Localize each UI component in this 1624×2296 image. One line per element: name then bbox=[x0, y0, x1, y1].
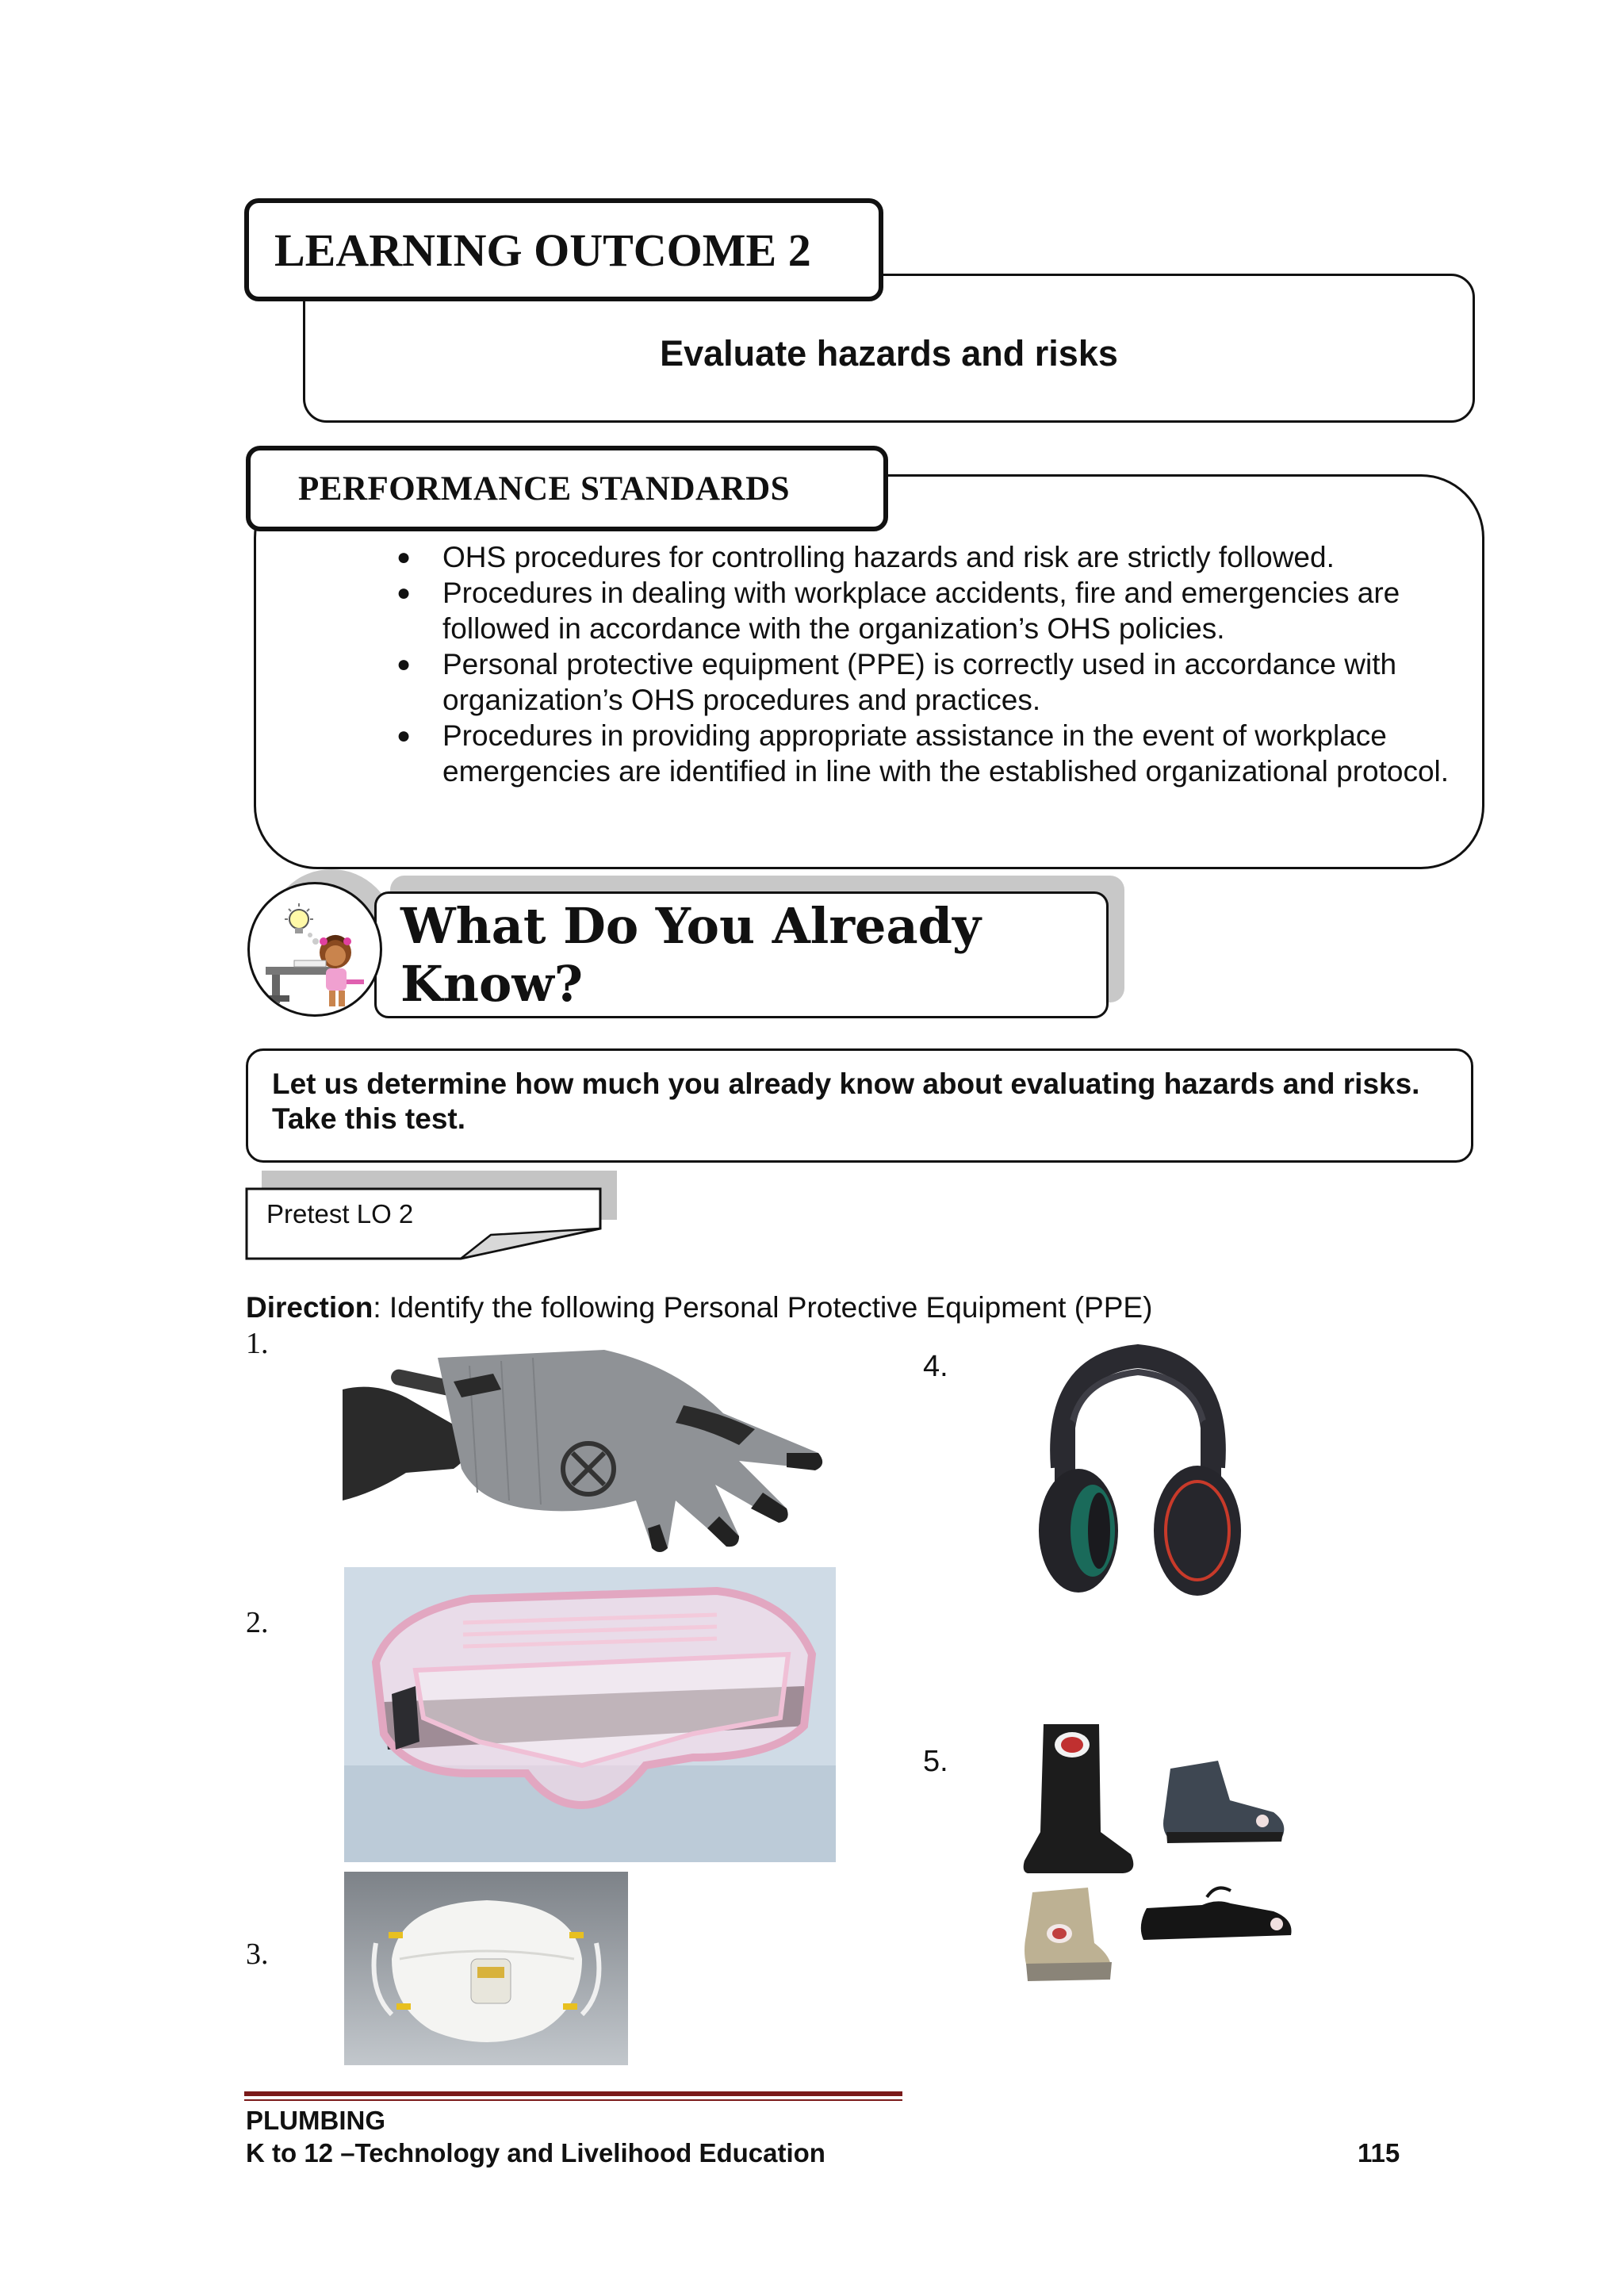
dust-mask-image bbox=[344, 1872, 628, 2065]
footer-subject: PLUMBING bbox=[246, 2106, 385, 2135]
item-number-4: 4. bbox=[923, 1350, 948, 1383]
learning-outcome-title: LEARNING OUTCOME 2 bbox=[244, 198, 883, 301]
item-number-3: 3. bbox=[246, 1938, 269, 1971]
intro-line-2: Take this test. bbox=[272, 1102, 466, 1135]
bullet-icon: ● bbox=[396, 723, 412, 749]
learning-outcome-subtitle: Evaluate hazards and risks bbox=[660, 333, 1118, 374]
safety-shoes-image bbox=[1012, 1721, 1302, 1991]
list-item: ● OHS procedures for controlling hazards and risk are strictly followed. bbox=[396, 541, 1335, 573]
safety-goggles-image bbox=[344, 1567, 836, 1862]
direction-instructions: : Identify the following Personal Protective Equipment (PPE) bbox=[373, 1291, 1153, 1324]
direction-label: Direction bbox=[246, 1291, 373, 1324]
direction-text bbox=[246, 1291, 1152, 1324]
bullet-icon: ● bbox=[396, 651, 412, 677]
pretest-label: Pretest LO 2 bbox=[266, 1199, 414, 1228]
footer-course: K to 12 –Technology and Livelihood Education bbox=[246, 2138, 825, 2168]
footer-rule-thin bbox=[244, 2099, 902, 2101]
what-know-title: What Do You Already Know? bbox=[374, 891, 1109, 1018]
footer-rule bbox=[244, 2091, 902, 2096]
bullet-icon: ● bbox=[396, 580, 412, 606]
list-item: ● Procedures in providing appropriate assistance in the event of workplace emergencies are identified in line with the established organizational protocol. bbox=[396, 719, 1450, 788]
list-item: ● Personal protective equipment (PPE) is correctly used in accordance with organization’s OHS procedures and practices. bbox=[396, 648, 1397, 716]
glove-image bbox=[343, 1334, 834, 1556]
intro-box bbox=[246, 1048, 1473, 1163]
ear-muffs-image bbox=[1023, 1340, 1253, 1610]
bullet-icon: ● bbox=[396, 544, 412, 570]
student-thinking-icon bbox=[247, 882, 382, 1017]
item-number-1: 1. bbox=[246, 1327, 269, 1360]
intro-line-1: Let us determine how much you already know about evaluating hazards and risks. bbox=[272, 1068, 1420, 1100]
performance-standards-list bbox=[381, 539, 1459, 789]
item-number-5: 5. bbox=[923, 1745, 948, 1778]
page-number: 115 bbox=[1358, 2138, 1400, 2168]
item-number-2: 2. bbox=[246, 1606, 269, 1639]
performance-standards-title: PERFORMANCE STANDARDS bbox=[246, 446, 888, 531]
list-item: ● Procedures in dealing with workplace accidents, fire and emergencies are followed in accordance with the organization’s OHS policies. bbox=[396, 577, 1400, 645]
